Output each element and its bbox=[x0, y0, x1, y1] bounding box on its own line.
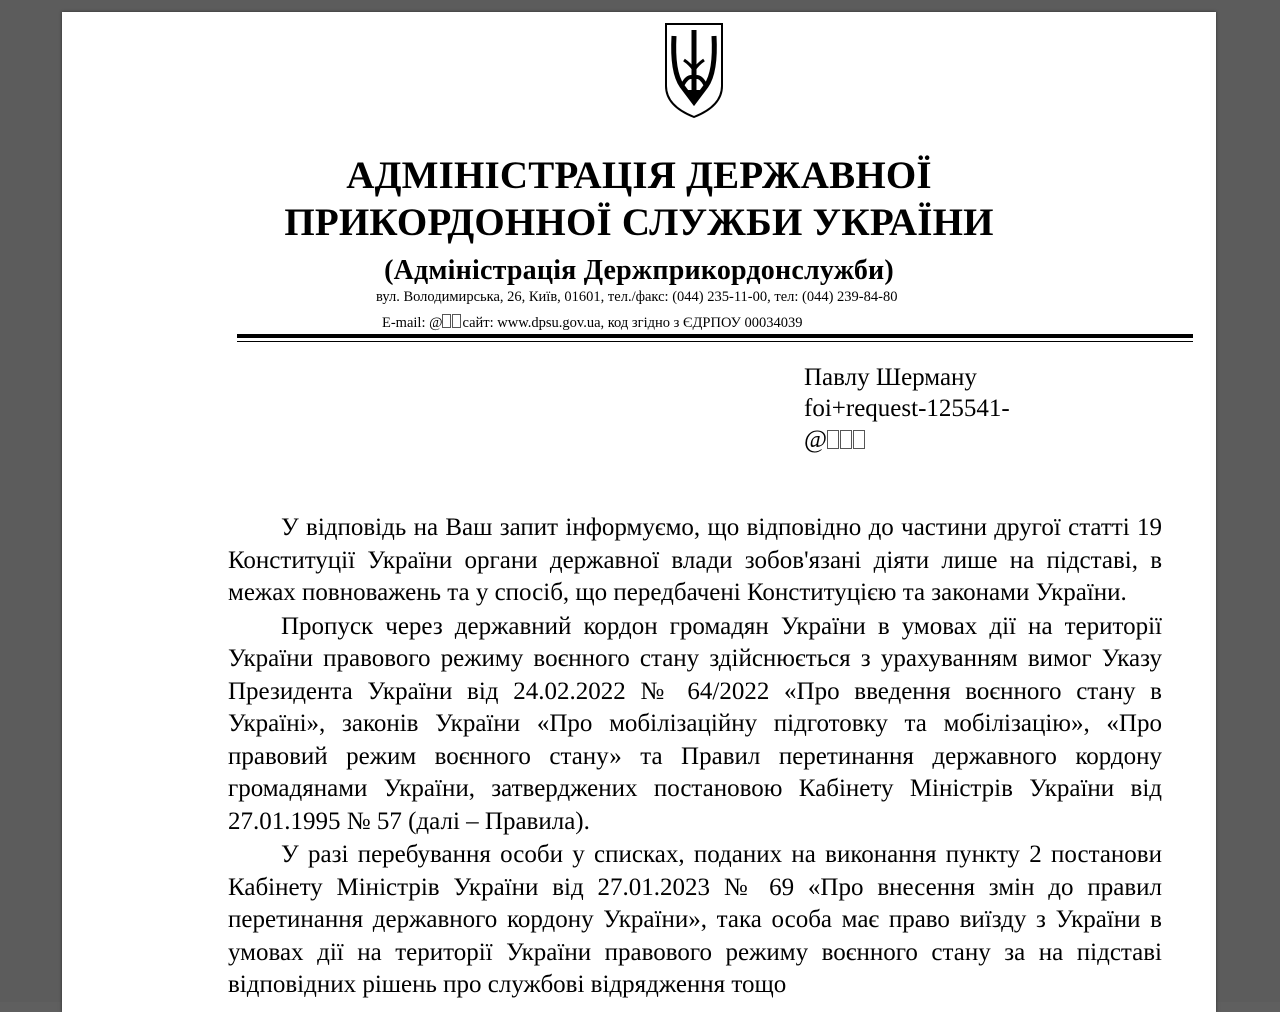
redacted-glyph bbox=[442, 314, 451, 328]
paragraph: У разі перебування особи у списках, поданих на виконання пункту 2 постанови Кабінету Міністрів України від 27.01.2023 № 69 «Про внесення змін до правил перетинання державного кордону України», така особа має право виїзду з України в умовах дії на території України правового режиму воєнного стану за на підставі відповідних рішень про службові відрядження тощо bbox=[228, 841, 1162, 998]
redacted-glyph bbox=[827, 430, 839, 449]
paragraph: У відповідь на Ваш запит інформуємо, що відповідно до частини другої статті 19 Конституції України органи державної влади зобов'язані діяти лише на підставі, в межах повноважень та у спосіб, що передбачені Конституцією та законами України. bbox=[228, 514, 1162, 606]
header-divider-thick bbox=[237, 334, 1193, 338]
letter-body bbox=[228, 512, 1162, 1003]
recipient-email-at: @ bbox=[804, 426, 828, 453]
document-page bbox=[62, 12, 1216, 1012]
redacted-glyph bbox=[853, 430, 865, 449]
page-subtitle: (Адміністрація Держприкордонслужби) bbox=[384, 255, 894, 286]
redacted-glyph bbox=[452, 314, 461, 328]
email-label: E-mail: @ bbox=[382, 315, 443, 331]
trident-emblem-icon bbox=[660, 20, 728, 120]
recipient-email-line-1: foi+request-125541- bbox=[804, 395, 1010, 422]
email-line bbox=[382, 314, 803, 332]
recipient-block bbox=[804, 362, 1010, 455]
page-title-line-1: АДМІНІСТРАЦІЯ ДЕРЖАВНОЇ bbox=[346, 154, 932, 197]
header-divider-thin bbox=[237, 341, 1193, 342]
email-site-text: сайт: www.dpsu.gov.ua, код згідно з ЄДРПОУ 00034039 bbox=[462, 315, 803, 331]
page-title-line-2: ПРИКОРДОННОЇ СЛУЖБИ УКРАЇНИ bbox=[284, 201, 994, 244]
address-line: вул. Володимирська, 26, Київ, 01601, тел./факс: (044) 235-11-00, тел: (044) 239-84-80 bbox=[376, 289, 898, 305]
recipient-name: Павлу Шерману bbox=[804, 364, 977, 391]
recipient-email-line-2 bbox=[804, 424, 1010, 455]
redacted-glyph bbox=[840, 430, 852, 449]
paragraph: Пропуск через державний кордон громадян України в умовах дії на території України правового режиму воєнного стану здійснюється з урахуванням вимог Указу Президента України від 24.02.2022 № 64/2022 «Про введення воєнного стану в Україні», законів України «Про мобілізаційну підготовку та мобілізацію», «Про правовий режим воєнного стану» та Правил перетинання державного кордону громадянами України, затверджених постановою Кабінету Міністрів України від 27.01.1995 № 57 (далі – Правила). bbox=[228, 612, 1162, 835]
